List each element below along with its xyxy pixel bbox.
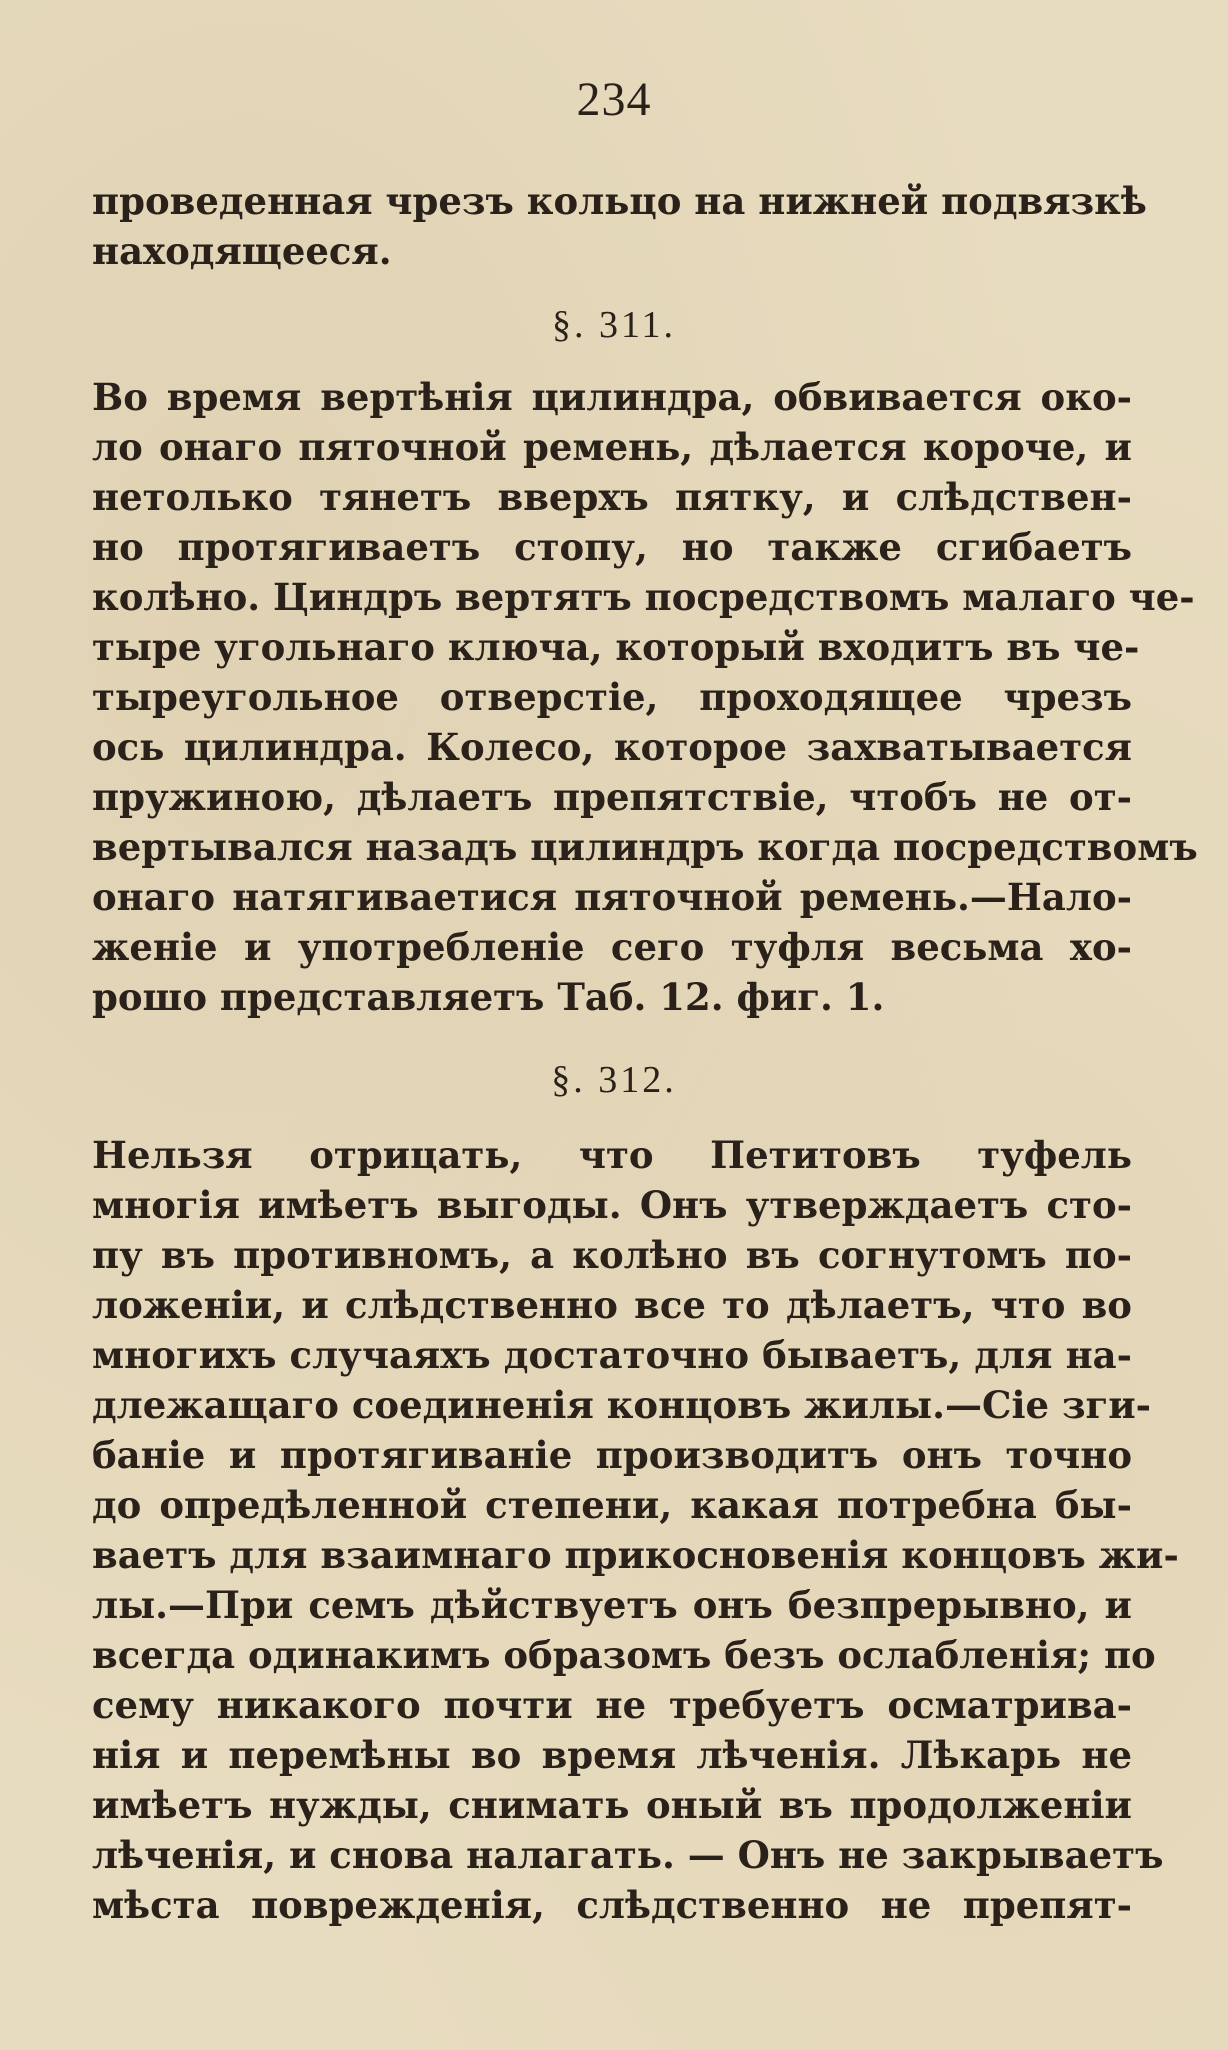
text-line: лы.—При семъ дѣйствуетъ онъ безпрерывно, и: [92, 1583, 1132, 1627]
text-line: находящееся.: [92, 229, 392, 273]
text-line: колѣно. Циндръ вертятъ посредствомъ малаго че-: [92, 575, 1195, 619]
intro-paragraph: [92, 176, 1147, 276]
text-line: женіе и употребленіе сего туфля весьма хо-: [92, 925, 1132, 969]
section-heading-312: §. 312.: [551, 1059, 677, 1101]
text-line: Во время вертѣнія цилиндра, обвивается око-: [92, 375, 1132, 419]
text-line: ось цилиндра. Колесо, которое захватывается: [92, 725, 1132, 769]
text-line: лѣченія, и снова налагать. — Онъ не закрываетъ: [92, 1833, 1164, 1877]
text-line: ло онаго пяточной ремень, дѣлается короче, и: [92, 425, 1132, 469]
text-line: пружиною, дѣлаетъ препятствіе, чтобъ не от-: [92, 775, 1132, 819]
text-line: Нельзя отрицать, что Петитовъ туфель: [92, 1133, 1132, 1177]
section-heading-311: §. 311.: [551, 304, 677, 346]
text-line: вертывался назадъ цилиндръ когда посредствомъ: [92, 825, 1198, 869]
text-line: тыреугольное отверстіе, проходящее чрезъ: [92, 675, 1132, 719]
text-line: рошо представляетъ Таб. 12. фиг. 1.: [92, 975, 885, 1019]
text-line: многихъ случаяхъ достаточно бываетъ, для на-: [92, 1333, 1132, 1377]
text-line: сему никакого почти не требуетъ осматрива-: [92, 1683, 1132, 1727]
text-line: ложеніи, и слѣдственно все то дѣлаетъ, что во: [92, 1283, 1132, 1327]
text-line: ваетъ для взаимнаго прикосновенія концовъ жи-: [92, 1533, 1179, 1577]
page-number: 234: [576, 73, 652, 126]
text-line: онаго натягиваетися пяточной ремень.—Нало-: [92, 875, 1132, 919]
text-line: пу въ противномъ, а колѣно въ согнутомъ по-: [92, 1233, 1132, 1277]
text-line: до опредѣленной степени, какая потребна бы-: [92, 1483, 1132, 1527]
text-line: нетолько тянетъ вверхъ пятку, и слѣдствен-: [92, 475, 1132, 519]
section-311-paragraph: [92, 372, 1198, 1022]
section-312-paragraph: [92, 1130, 1179, 1930]
text-line: нія и перемѣны во время лѣченія. Лѣкарь не: [92, 1733, 1132, 1777]
text-line: тыре угольнаго ключа, который входитъ въ че-: [92, 625, 1140, 669]
text-line: мѣста поврежденія, слѣдственно не препят-: [92, 1883, 1132, 1927]
text-line: всегда одинакимъ образомъ безъ ослабленія; по: [92, 1633, 1156, 1677]
text-line: длежащаго соединенія концовъ жилы.—Сіе зги-: [92, 1383, 1152, 1427]
text-line: многія имѣетъ выгоды. Онъ утверждаетъ сто-: [92, 1183, 1132, 1227]
text-line: но протягиваетъ стопу, но также сгибаетъ: [92, 525, 1132, 569]
text-line: баніе и протягиваніе производитъ онъ точно: [92, 1433, 1132, 1477]
text-line: проведенная чрезъ кольцо на нижней подвязкѣ: [92, 179, 1147, 223]
text-line: имѣетъ нужды, снимать оный въ продолженіи: [92, 1783, 1132, 1827]
